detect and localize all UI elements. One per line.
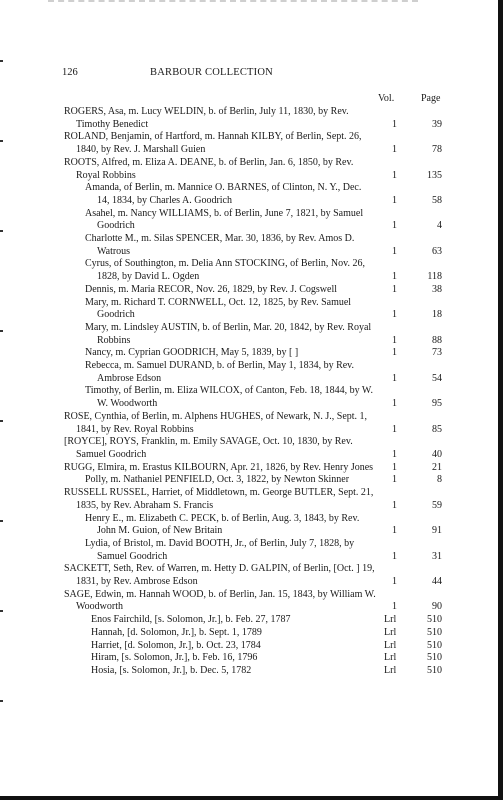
entry-page: 78 [432,144,442,156]
entry-vol: 1 [392,169,397,181]
entry-vol: 1 [392,601,397,613]
entry-vol: 1 [392,245,397,257]
entry-row [0,487,503,512]
entry-text: SACKETT, Seth, Rev. of Warren, m. Hetty D. GALPIN, of Berlin, [Oct. ] 19, 1831, by Rev. Ambrose Edson [64,563,375,588]
entry-page: 44 [432,576,442,588]
binding-mark [0,60,3,62]
entry-text: Hannah, [d. Solomon, Jr.], b. Sept. 1, 1789 [91,626,262,638]
entry-row [0,513,503,538]
entry-row [0,385,503,410]
entry-vol: 1 [392,398,397,410]
binding-mark [0,700,3,702]
entry-vol: 1 [392,271,397,283]
bottom-page-edge [0,796,503,800]
entry-text: Mary, m. Lindsley AUSTIN, b. of Berlin, Mar. 20, 1842, by Rev. Royal Robbins [85,321,372,346]
entry-page: 73 [432,347,442,359]
entry-text: Cyrus, of Southington, m. Delia Ann STOCKING, of Berlin, Nov. 26, 1828, by David L. Ogden [85,258,365,283]
entry-vol: Lrl [384,639,397,651]
page-number: 126 [62,67,78,78]
entry-text: RUGG, Elmira, m. Erastus KILBOURN, Apr. 21, 1826, by Rev. Henry Jones [64,461,374,473]
entry-page: 31 [432,550,442,562]
entry-text: SAGE, Edwin, m. Hannah WOOD, b. of Berlin, Jan. 15, 1843, by William W. Woodworth [64,588,376,613]
entry-row [0,297,503,322]
entry-text: Amanda, of Berlin, m. Mannice O. BARNES, of Clinton, N. Y., Dec. 14, 1834, by Charles A. Goodrich [85,182,362,206]
entry-vol: 1 [392,499,397,511]
entry-row [0,233,503,258]
entry-vol: 1 [392,347,397,359]
entry-text: Mary, m. Richard T. CORNWELL, Oct. 12, 1825, by Rev. Samuel Goodrich [85,296,352,321]
entry-row [0,131,503,156]
entry-row [0,157,503,182]
entry-vol: 1 [392,448,397,460]
entry-text: RUSSELL RUSSEL, Harriet, of Middletown, m. George BUTLER, Sept. 21, 1835, by Rev. Abraham S. Francis [64,487,374,511]
entry-page: 118 [427,271,442,283]
entry-vol: Lrl [384,664,397,676]
entry-row [0,258,503,283]
entry-row [0,589,503,614]
entry-page: 510 [427,664,442,676]
entry-vol: 1 [392,194,397,206]
entry-vol: 1 [392,118,397,130]
entry-row [0,436,503,461]
entry-vol: 1 [392,283,397,295]
entry-vol: Lrl [384,652,397,664]
entry-row [0,538,503,563]
entry-vol: 1 [392,474,397,486]
entry-page: 510 [427,614,442,626]
entry-text: ROOTS, Alfred, m. Eliza A. DEANE, b. of Berlin, Jan. 6, 1850, by Rev. Royal Robbins [64,156,354,181]
entry-page: 91 [432,525,442,537]
entry-row [0,360,503,385]
entry-vol: 1 [392,423,397,435]
entry-text: Enos Fairchild, [s. Solomon, Jr.], b. Feb. 27, 1787 [91,614,291,626]
entry-page: 4 [437,220,442,232]
entry-row [0,627,503,640]
entries-list [0,106,503,678]
entry-vol: Lrl [384,626,397,638]
page-header [0,67,503,81]
vol-column-header: Vol. [378,93,395,104]
entry-text: Asahel, m. Nancy WILLIAMS, b. of Berlin, June 7, 1821, by Samuel Goodrich [85,207,364,232]
entry-row [0,106,503,131]
entry-vol: 1 [392,372,397,384]
entry-text: Hosia, [s. Solomon, Jr.], b. Dec. 5, 1782 [91,664,252,676]
entry-text: Nancy, m. Cyprian GOODRICH, May 5, 1839, by [ ] [85,347,299,359]
entry-text: Charlotte M., m. Silas SPENCER, Mar. 30, 1836, by Rev. Amos D. Watrous [85,233,355,257]
entry-text: Rebecca, m. Samuel DURAND, b. of Berlin, May 1, 1834, by Rev. Ambrose Edson [85,360,355,384]
entry-row [0,652,503,665]
entry-page: 510 [427,639,442,651]
entry-page: 21 [432,461,442,473]
entry-row [0,182,503,207]
entry-page: 54 [432,372,442,384]
entry-vol: 1 [392,550,397,562]
entry-text: ROSE, Cynthia, of Berlin, m. Alphens HUGHES, of Newark, N. J., Sept. 1, 1841, by Rev. Royal Robbins [64,410,368,435]
entry-vol: 1 [392,309,397,321]
entry-vol: 1 [392,220,397,232]
entry-vol: 1 [392,461,397,473]
entry-row [0,347,503,360]
entry-vol: 1 [392,144,397,156]
entry-text: [ROYCE], ROYS, Franklin, m. Emily SAVAGE, Oct. 10, 1830, by Rev. Samuel Goodrich [64,436,353,460]
entry-text: Lydia, of Bristol, m. David BOOTH, Jr., of Berlin, July 7, 1828, by Samuel Goodrich [85,537,355,562]
entry-page: 38 [432,283,442,295]
entry-text: Timothy, of Berlin, m. Eliza WILCOX, of Canton, Feb. 18, 1844, by W. W. Woodworth [85,385,373,410]
entry-page: 58 [432,194,442,206]
entry-page: 85 [432,423,442,435]
entry-page: 8 [437,474,442,486]
entry-text: ROLAND, Benjamin, of Hartford, m. Hannah KILBY, of Berlin, Sept. 26, 1840, by Rev. J. Marshall Guien [64,131,362,156]
entry-vol: 1 [392,525,397,537]
entry-row [0,614,503,627]
entry-page: 90 [432,601,442,613]
top-dashed-rule [48,0,418,2]
entry-row [0,474,503,487]
entry-row [0,411,503,436]
page-column-header: Page [421,93,441,104]
entry-text: Dennis, m. Maria RECOR, Nov. 26, 1829, by Rev. J. Cogswell [85,283,338,295]
entry-page: 59 [432,499,442,511]
entry-row [0,208,503,233]
entry-page: 39 [432,118,442,130]
entry-row [0,640,503,653]
running-head: BARBOUR COLLECTION [150,67,273,78]
entry-text: Polly, m. Nathaniel PENFIELD, Oct. 3, 1822, by Newton Skinner [85,474,350,486]
entry-page: 510 [427,652,442,664]
entry-vol: 1 [392,576,397,588]
entry-page: 88 [432,334,442,346]
entry-page: 18 [432,309,442,321]
entry-text: ROGERS, Asa, m. Lucy WELDIN, b. of Berlin, July 11, 1830, by Rev. Timothy Benedict [64,106,349,130]
entry-page: 510 [427,626,442,638]
entry-text: Harriet, [d. Solomon, Jr.], b. Oct. 23, 1784 [91,639,261,651]
entry-page: 95 [432,398,442,410]
entry-vol: 1 [392,334,397,346]
entry-row [0,665,503,678]
entry-vol: Lrl [384,614,397,626]
entry-row [0,284,503,297]
entry-row [0,322,503,347]
entry-page: 63 [432,245,442,257]
entry-row [0,563,503,588]
entry-page: 135 [427,169,442,181]
entry-row [0,462,503,475]
entry-page: 40 [432,448,442,460]
entry-text: Henry E., m. Elizabeth C. PECK, b. of Berlin, Aug. 3, 1843, by Rev. John M. Guion, of New Britain [85,512,360,537]
entry-text: Hiram, [s. Solomon, Jr.], b. Feb. 16, 1796 [91,652,258,664]
